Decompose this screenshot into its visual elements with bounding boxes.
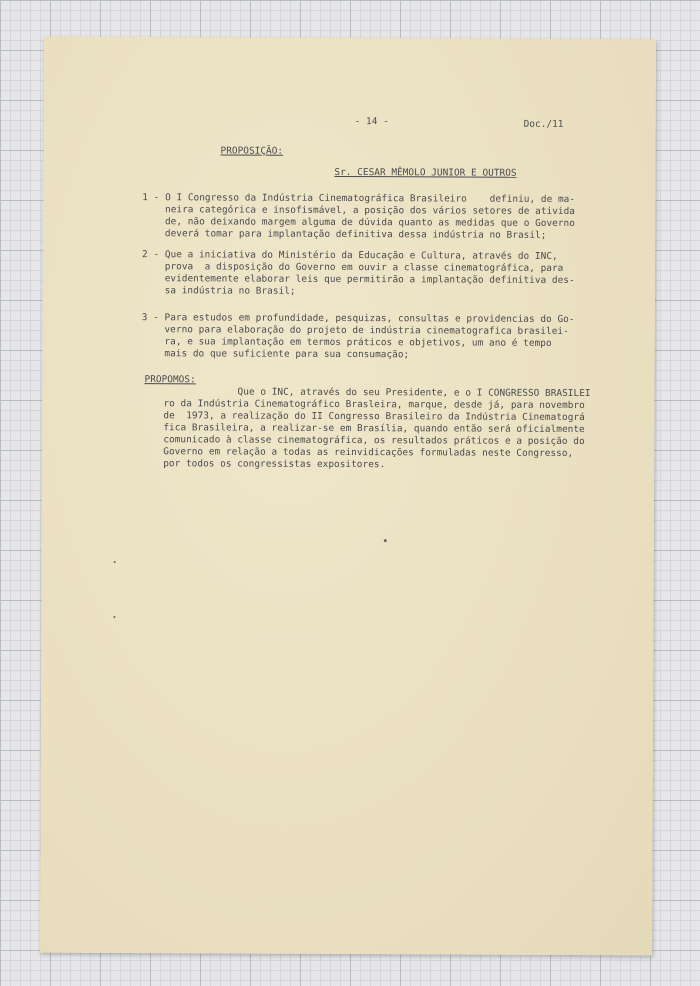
document-code: Doc./11 [523, 118, 564, 130]
propomos-heading: PROPOMOS: [144, 374, 196, 386]
item-1-text: 1 - O I Congresso da Indústria Cinematográfica Brasileiro definiu, de ma- neira categórica e insofismável, a posição dos vários setores de ativida de, não deixando margem alguma de dúvida quanto as medidas que o Governo deverá tomar para implantação definitiva dessa indústria no Brasil; [142, 192, 576, 241]
page-number: - 14 - [354, 116, 389, 128]
item-2-text: 2 - Que a iniciativa do Ministério da Educação e Cultura, através do INC, prova a disposição do Governo em ouvir a classe cinematográfica, para evidentemente elaborar leis que permitirão a implantação definitiva des- sa indústria no Brasil; [141, 249, 575, 297]
ink-speck [384, 539, 387, 542]
item-3-text: 3 - Para estudos em profundidade, pesquizas, consultas e providencias do Go- verno para elaboração do projeto de indústria cinematografica brasilei- ra, e sua implantação em termos práticos e objetivos, um ano é tempo mais do que suficiente para sua consumação; [141, 312, 575, 361]
punch-mark-lower [113, 616, 115, 618]
proposicao-heading: PROPOSIÇÃO: [220, 145, 284, 157]
punch-mark-upper [114, 561, 116, 563]
paper-sheet [40, 37, 656, 956]
author-line: Sr. CESAR MÊMOLO JUNIOR E OUTROS [334, 166, 517, 179]
propomos-paragraph: Que o INC, através do seu Presidente, e o I CONGRESSO BRASILEI ro da Indústria Cinematográfico Brasleira, marque, desde já, para novembro de 1973, a realização do II Congresso Brasileiro da Indústria Cinematográ fica Brasileira, a realizar-se em Brasília, quando então será oficialmente comunicado à classe cinematográfica, os resultados práticos e a posição do Governo em relação a todas as reinvidicações formuladas neste Congresso, por todos os congressistas expositores. [146, 386, 591, 471]
